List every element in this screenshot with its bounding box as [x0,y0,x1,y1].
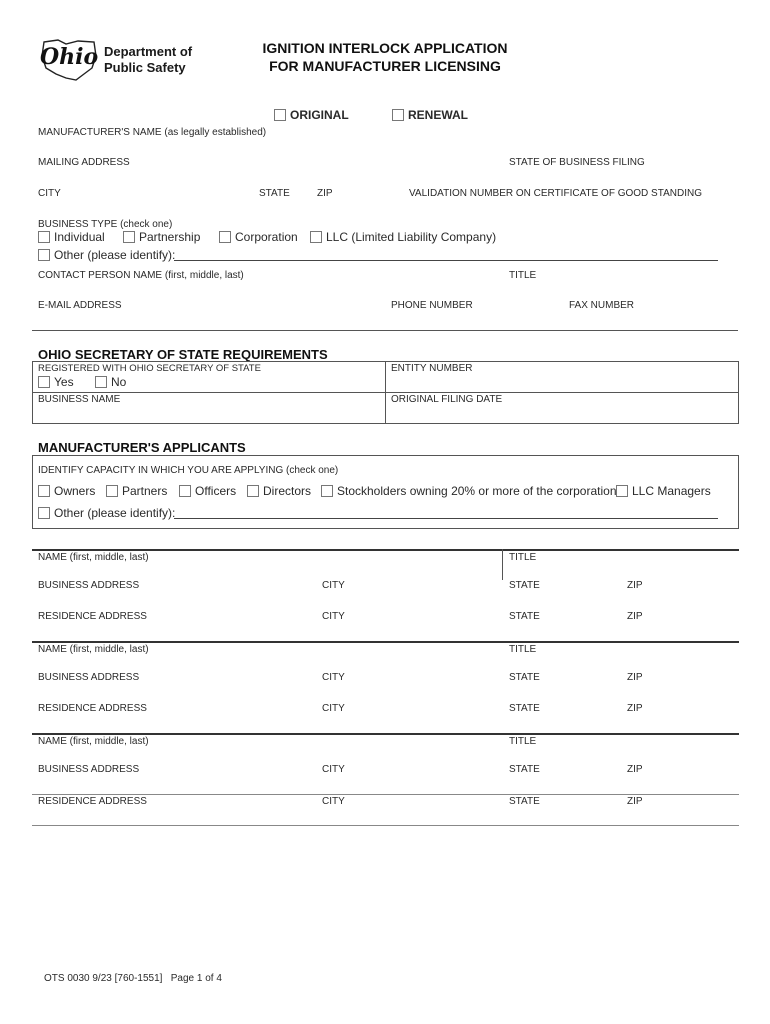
checkbox-box[interactable] [38,507,50,519]
checkbox-box[interactable] [616,485,628,497]
applicant-2-residence-city-label: CITY [322,703,345,714]
applicant-1-residence-zip-label: ZIP [627,611,643,622]
type-partnership-checkbox[interactable] [123,230,200,244]
checkbox-box[interactable] [179,485,191,497]
contact-person-label: CONTACT PERSON NAME (first, middle, last) [38,270,244,281]
checkbox-box[interactable] [392,109,404,121]
mailing-address-label: MAILING ADDRESS [38,157,130,168]
checkbox-box[interactable] [106,485,118,497]
page-title [230,39,540,75]
applicant-1-top-rule [32,549,739,551]
applicant-2-business-zip-label: ZIP [627,672,643,683]
type-label: Corporation [235,230,298,244]
department-line-2: Public Safety [104,60,186,75]
applicant-2-title-label: TITLE [509,644,537,655]
contact-title-label: TITLE [509,270,537,281]
applicant-1-title-label: TITLE [509,552,537,563]
capacity-label-text: Officers [195,484,237,498]
email-label: E-MAIL ADDRESS [38,300,122,311]
applicant-1-residence-state-label: STATE [509,611,540,622]
checkbox-box[interactable] [310,231,322,243]
type-individual-checkbox[interactable] [38,230,105,244]
original-label: ORIGINAL [290,108,349,122]
phone-label: PHONE NUMBER [391,300,473,311]
department-line-1: Department of [104,44,193,59]
checkbox-box[interactable] [219,231,231,243]
applicant-2-residence-state-label: STATE [509,703,540,714]
no-label: No [111,375,127,389]
applicants-bottom-rule [32,825,739,826]
applicant-3-title-label: TITLE [509,736,537,747]
zip-label: ZIP [317,188,333,199]
applicant-3-name-label: NAME (first, middle, last) [38,736,149,747]
sos-table-hdivider [32,392,739,393]
ohio-logo [36,38,100,82]
manufacturer-name-field[interactable] [38,140,738,156]
section-divider [32,330,738,331]
fax-label: FAX NUMBER [569,300,635,311]
capacity-label: IDENTIFY CAPACITY IN WHICH YOU ARE APPLYING (check one) [38,465,339,476]
checkbox-box[interactable] [123,231,135,243]
type-label: Partnership [139,230,201,244]
applicant-3-residence-city-label: CITY [322,796,345,807]
applicant-1-business-zip-label: ZIP [627,580,643,591]
original-filing-date-label: ORIGINAL FILING DATE [391,394,503,405]
type-label: LLC (Limited Liability Company) [326,230,497,244]
original-checkbox[interactable] [274,108,349,122]
applicant-2-business-state-label: STATE [509,672,540,683]
type-corporation-checkbox[interactable] [219,230,298,244]
type-llc-checkbox[interactable] [310,230,496,244]
registered-yes-checkbox[interactable] [38,375,74,389]
checkbox-box[interactable] [95,376,107,388]
checkbox-box[interactable] [38,485,50,497]
applicant-3-business-state-label: STATE [509,764,540,775]
applicant-1-business-city-label: CITY [322,580,345,591]
registered-no-checkbox[interactable] [95,375,126,389]
yes-label: Yes [54,375,74,389]
applicant-3-business-city-label: CITY [322,764,345,775]
capacity-owners-checkbox[interactable] [38,484,95,498]
applicant-2-top-rule [32,641,739,643]
business-name-label: BUSINESS NAME [38,394,121,405]
applicant-3-residence-state-label: STATE [509,796,540,807]
capacity-label-text: LLC Managers [632,484,711,498]
applicant-2-residence-zip-label: ZIP [627,703,643,714]
applicant-1-residence-address-label: RESIDENCE ADDRESS [38,611,147,622]
renewal-label: RENEWAL [408,108,468,122]
manufacturer-name-label: MANUFACTURER'S NAME (as legally established) [38,127,267,138]
registered-label: REGISTERED WITH OHIO SECRETARY OF STATE [38,363,261,374]
applicant-2-business-address-label: BUSINESS ADDRESS [38,672,140,683]
logo-script-text: Ohio [40,44,99,70]
capacity-officers-checkbox[interactable] [179,484,236,498]
capacity-stockholders-checkbox[interactable] [321,484,617,498]
applicant-1-business-state-label: STATE [509,580,540,591]
capacity-other-line[interactable] [174,518,718,519]
department-name [104,44,192,76]
form-id-footer: OTS 0030 9/23 [760-1551] Page 1 of 4 [44,973,222,984]
other-label: Other (please identify): [54,248,176,262]
checkbox-box[interactable] [38,231,50,243]
applicant-3-business-address-label: BUSINESS ADDRESS [38,764,140,775]
capacity-label-text: Owners [54,484,96,498]
checkbox-box[interactable] [247,485,259,497]
checkbox-box[interactable] [321,485,333,497]
capacity-label-text: Stockholders owning 20% or more of the corporation [337,484,617,498]
sos-heading: OHIO SECRETARY OF STATE REQUIREMENTS [38,347,328,362]
applicant-3-business-zip-label: ZIP [627,764,643,775]
other-identify-line[interactable] [174,260,718,261]
state-of-filing-label: STATE OF BUSINESS FILING [509,157,645,168]
applicant-3-residence-address-label: RESIDENCE ADDRESS [38,796,147,807]
capacity-llc-managers-checkbox[interactable] [616,484,711,498]
capacity-label-text: Directors [263,484,312,498]
city-label: CITY [38,188,61,199]
capacity-partners-checkbox[interactable] [106,484,167,498]
title-line-1: IGNITION INTERLOCK APPLICATION [262,40,508,56]
checkbox-box[interactable] [274,109,286,121]
capacity-other-checkbox[interactable] [38,506,175,520]
applicant-2-residence-address-label: RESIDENCE ADDRESS [38,703,147,714]
entity-number-label: ENTITY NUMBER [391,363,473,374]
other-label: Other (please identify): [54,506,176,520]
applicant-1-divider [502,549,503,580]
applicant-1-residence-city-label: CITY [322,611,345,622]
applicants-heading: MANUFACTURER'S APPLICANTS [38,440,246,455]
applicant-3-top-rule [32,733,739,735]
title-line-2: FOR MANUFACTURER LICENSING [269,58,501,74]
checkbox-box[interactable] [38,376,50,388]
type-label: Individual [54,230,105,244]
business-type-label: BUSINESS TYPE (check one) [38,219,173,230]
capacity-directors-checkbox[interactable] [247,484,311,498]
applicant-3-mid-rule [32,794,739,795]
capacity-label-text: Partners [122,484,168,498]
applicant-1-business-address-label: BUSINESS ADDRESS [38,580,140,591]
applicant-2-name-label: NAME (first, middle, last) [38,644,149,655]
applicant-2-business-city-label: CITY [322,672,345,683]
renewal-checkbox[interactable] [392,108,468,122]
validation-number-label: VALIDATION NUMBER ON CERTIFICATE OF GOOD STANDING [409,188,702,199]
state-label: STATE [259,188,290,199]
checkbox-box[interactable] [38,249,50,261]
type-other-checkbox[interactable] [38,248,175,262]
applicant-1-name-label: NAME (first, middle, last) [38,552,149,563]
applicant-3-residence-zip-label: ZIP [627,796,643,807]
